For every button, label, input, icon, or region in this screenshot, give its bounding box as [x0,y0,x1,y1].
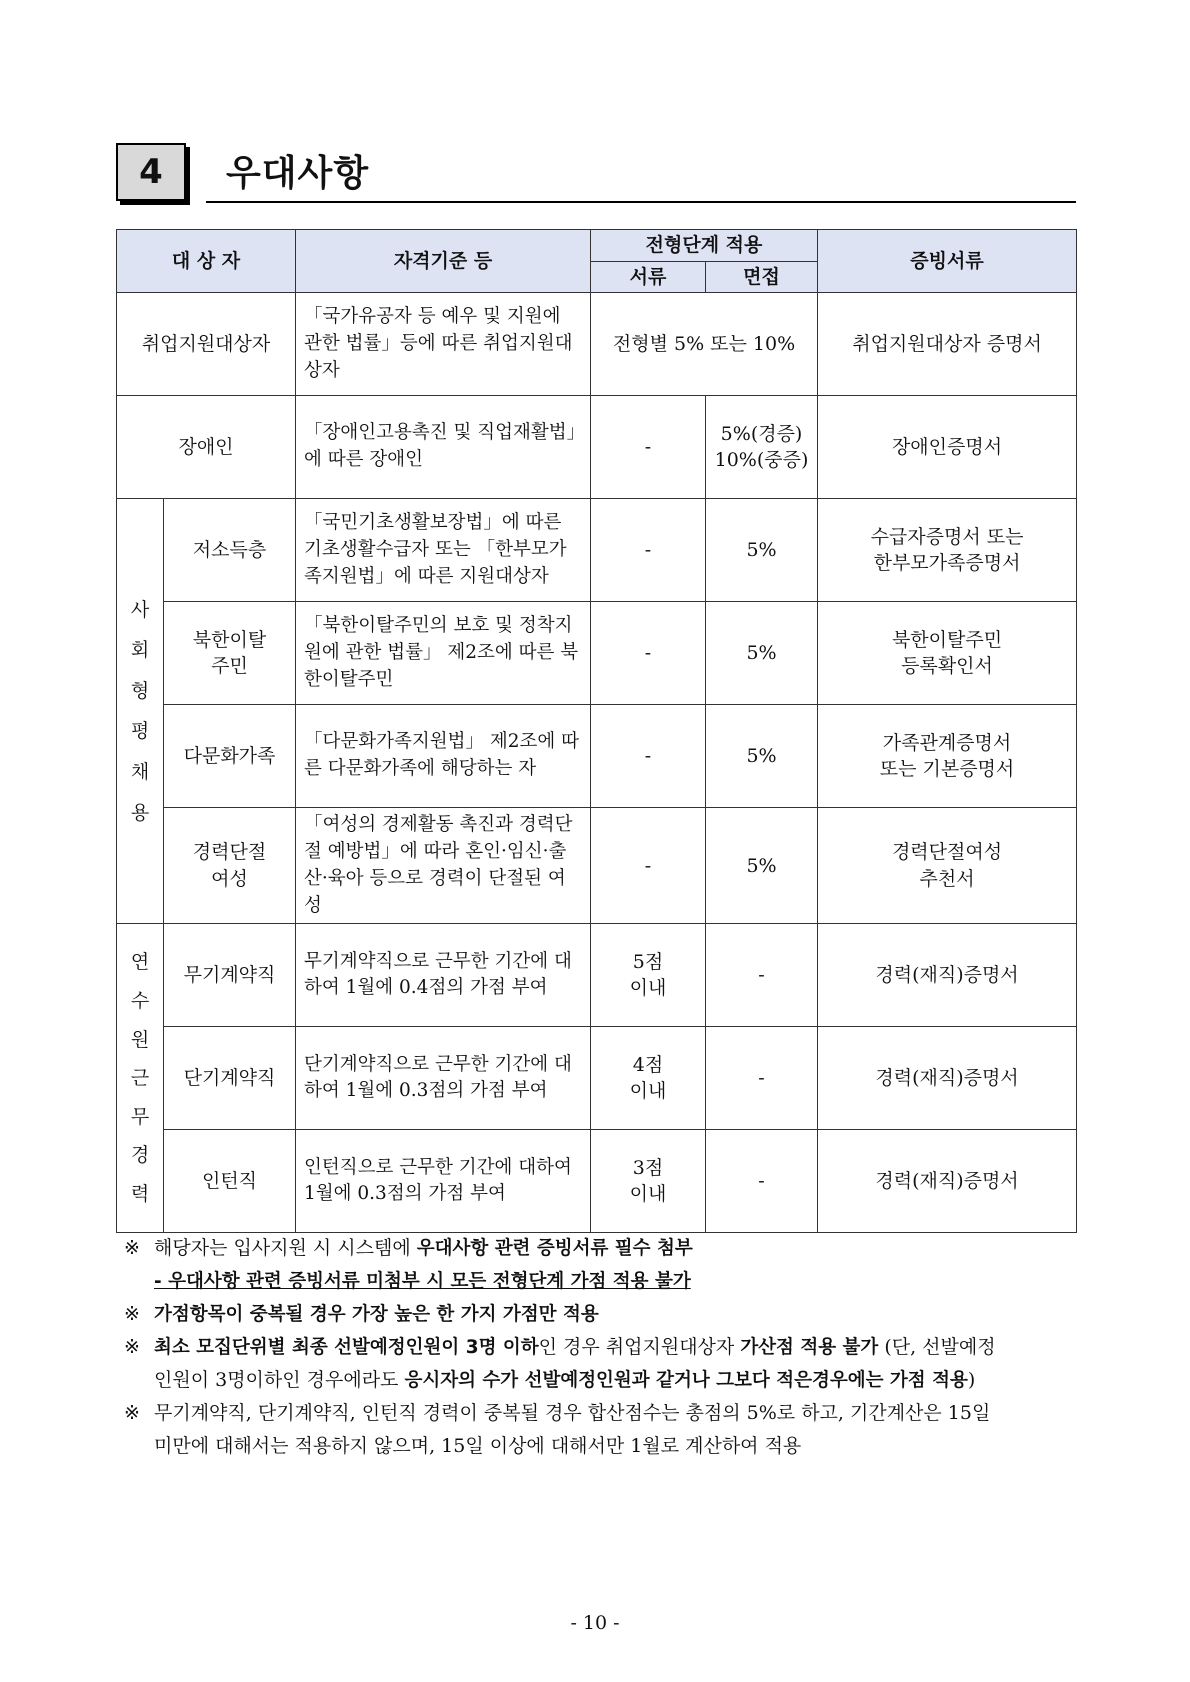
note-emphasis: 응시자의 수가 선발예정인원과 같거나 그보다 적은경우에는 가점 적용 [404,1370,968,1391]
section-number: 4 [116,143,186,201]
table-row [117,396,1077,499]
section-title: 우대사항 [226,153,370,194]
target-line: 북한이탈 [192,628,267,651]
criteria-cell: 「장애인고용촉진 및 직업재활법」에 따른 장애인 [296,396,591,499]
page-number: - 10 - [570,1612,620,1634]
note-emphasis: 가산점 적용 불가 [740,1337,879,1358]
note-mark: ※ [124,1237,140,1259]
document-cell [591,1027,706,1130]
table-row [117,705,1077,808]
header-stage: 전형단계 적용 [591,230,818,262]
criteria-cell: 「여성의 경제활동 촉진과 경력단절 예방법」에 따라 혼인·임신·출산·육아 등으로 경력이 단절된 여성 [296,808,591,924]
interview-cell: 5% [706,602,818,705]
target-cell: 단기계약직 [164,1027,296,1130]
document-cell [591,1130,706,1233]
proof-line: 경력단절여성 [891,841,1003,864]
note-emphasis: - 우대사항 관련 증빙서류 미첨부 시 모든 전형단계 가점 적용 불가 [154,1271,691,1292]
note-emphasis: 가점항목이 중복될 경우 가장 높은 한 가지 가점만 적용 [154,1304,599,1325]
document-cell: - [591,705,706,808]
note-mark: ※ [124,1336,140,1358]
document-line: 이내 [629,977,667,1000]
criteria-cell: 인턴직으로 근무한 기간에 대하여 1월에 0.3점의 가점 부여 [296,1130,591,1233]
table-row [117,1027,1077,1130]
document-line: 이내 [629,1183,667,1206]
note-mark: ※ [124,1402,140,1424]
note-text: (단, 선발예정 [878,1336,996,1358]
note-2 [124,1298,1084,1331]
notes-block [124,1232,1084,1463]
document-line: 3점 [632,1156,664,1179]
interview-value: 10%(중증) [714,449,809,472]
social-group-label [117,499,164,924]
proof-line: 한부모가족증명서 [873,552,1021,575]
group-char: 사 [130,598,150,621]
proof-line: 또는 기본증명서 [879,758,1015,781]
group-char: 회 [130,639,150,662]
criteria-cell: 단기계약직으로 근무한 기간에 대하여 1월에 0.3점의 가점 부여 [296,1027,591,1130]
group-char: 평 [130,720,150,743]
note-1 [124,1232,1084,1265]
proof-cell [818,808,1077,924]
table-row [117,499,1077,602]
section-header [116,143,1076,205]
criteria-cell: 「북한이탈주민의 보호 및 정착지원에 관한 법률」 제2조에 따른 북한이탈주민 [296,602,591,705]
document-cell: - [591,499,706,602]
note-text: 무기계약직, 단기계약직, 인턴직 경력이 중복될 경우 합산점수는 총점의 5%로 하고, 기간계산은 15일 [154,1402,991,1424]
trainee-group-label [117,924,164,1233]
document-cell: - [591,396,706,499]
table-row [117,924,1077,1027]
interview-cell: - [706,1130,818,1233]
note-text: 미만에 대해서는 적용하지 않으며, 15일 이상에 대해서만 1월로 계산하여 적용 [154,1435,802,1457]
proof-cell: 경력(재직)증명서 [818,924,1077,1027]
proof-cell: 경력(재직)증명서 [818,1130,1077,1233]
note-emphasis: 최소 모집단위별 최종 선발예정인원이 3명 이하 [154,1337,539,1358]
target-cell [164,602,296,705]
group-char: 용 [130,801,150,824]
table-row [117,293,1077,396]
interview-cell: 5% [706,499,818,602]
document-line: 4점 [632,1053,664,1076]
table-row [117,808,1077,924]
group-char: 채 [130,760,150,783]
target-cell: 취업지원대상자 [117,293,296,396]
group-char: 근 [130,1067,150,1090]
proof-line: 등록확인서 [901,655,993,678]
interview-cell: - [706,924,818,1027]
interview-cell: 5% [706,705,818,808]
note-4-cont [124,1430,1084,1463]
table-row [117,602,1077,705]
proof-cell [818,499,1077,602]
document-cell [591,924,706,1027]
proof-line: 북한이탈주민 [891,628,1003,651]
note-3-cont [124,1364,1084,1397]
document-cell: - [591,808,706,924]
group-char: 경 [130,1144,150,1167]
target-line: 여성 [211,867,248,890]
note-text: 인 경우 취업지원대상자 [538,1336,741,1358]
target-cell: 무기계약직 [164,924,296,1027]
interview-cell [706,396,818,499]
header-criteria: 자격기준 등 [296,230,591,293]
proof-cell: 경력(재직)증명서 [818,1027,1077,1130]
proof-cell [818,705,1077,808]
target-line: 경력단절 [192,841,267,864]
interview-value: 5%(경증) [720,422,803,445]
preference-table [116,229,1077,1233]
proof-cell: 장애인증명서 [818,396,1077,499]
target-cell: 인턴직 [164,1130,296,1233]
target-cell: 다문화가족 [164,705,296,808]
proof-cell [818,602,1077,705]
stage-cell: 전형별 5% 또는 10% [591,293,818,396]
note-text: ) [967,1369,976,1391]
proof-line: 수급자증명서 또는 [870,525,1024,548]
criteria-cell: 「국민기초생활보장법」에 따른 기초생활수급자 또는 「한부모가족지원법」에 따른 지원대상자 [296,499,591,602]
proof-line: 가족관계증명서 [882,731,1012,754]
interview-cell: 5% [706,808,818,924]
interview-cell: - [706,1027,818,1130]
proof-line: 추천서 [919,867,975,890]
group-char: 형 [130,679,150,702]
document-line: 이내 [629,1080,667,1103]
header-document-stage: 서류 [591,261,706,293]
group-char: 원 [130,1028,150,1051]
target-cell: 저소득층 [164,499,296,602]
note-1-sub [124,1265,1084,1298]
group-char: 력 [130,1182,150,1205]
header-proof: 증빙서류 [818,230,1077,293]
group-char: 무 [130,1105,150,1128]
target-cell: 장애인 [117,396,296,499]
header-interview-stage: 면접 [706,261,818,293]
note-mark: ※ [124,1303,140,1325]
criteria-cell: 무기계약직으로 근무한 기간에 대하여 1월에 0.4점의 가점 부여 [296,924,591,1027]
target-line: 주민 [211,655,248,678]
section-rule [206,201,1076,203]
group-char: 수 [130,989,150,1012]
note-emphasis: 우대사항 관련 증빙서류 필수 첨부 [416,1238,693,1259]
group-char: 연 [130,951,150,974]
table-row [117,1130,1077,1233]
note-text: 해당자는 입사지원 시 시스템에 [154,1237,417,1259]
note-text: 인원이 3명이하인 경우에라도 [154,1369,405,1391]
criteria-cell: 「국가유공자 등 예우 및 지원에 관한 법률」등에 따른 취업지원대상자 [296,293,591,396]
header-target: 대 상 자 [117,230,296,293]
proof-cell: 취업지원대상자 증명서 [818,293,1077,396]
criteria-cell: 「다문화가족지원법」 제2조에 따른 다문화가족에 해당하는 자 [296,705,591,808]
note-3 [124,1331,1084,1364]
document-cell: - [591,602,706,705]
target-cell [164,808,296,924]
document-line: 5점 [632,950,664,973]
note-4 [124,1397,1084,1430]
